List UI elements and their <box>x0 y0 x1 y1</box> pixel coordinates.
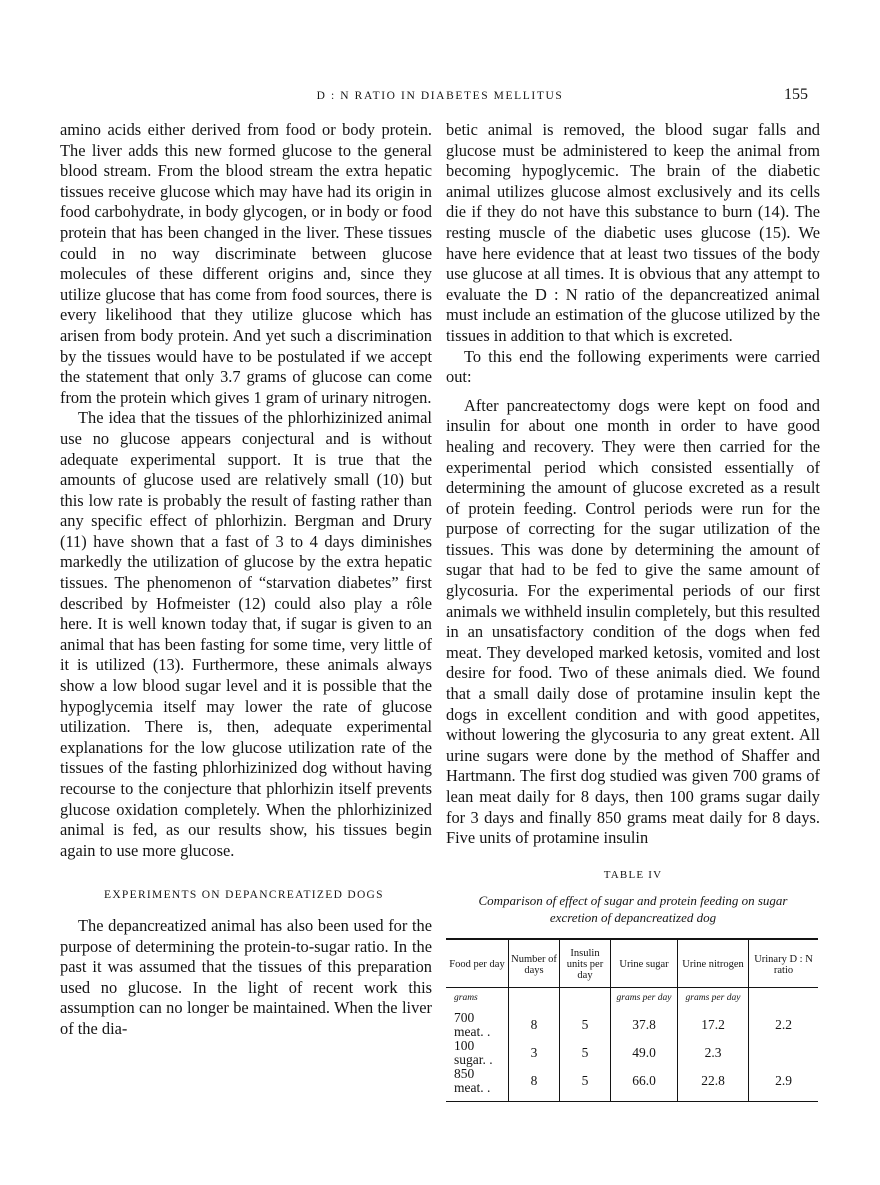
table-cell: 49.0 <box>611 1039 678 1067</box>
table-row <box>446 1067 818 1102</box>
table-caption: Comparison of effect of sugar and protein feeding on sugar excretion of depancreatized dog <box>478 893 788 926</box>
table-header-row <box>446 939 818 988</box>
paragraph: After pancreatectomy dogs were kept on food and insulin for about one month in order to have good healing and recovery. They were then carried for the experimental period which consisted essentially of determining the amount of glucose excreted as a result of protein feeding. Control periods were run for the purpose of correcting for the sugar utilization of the tissues. This was done by determining the amount of sugar that had to be fed to give the same amount of glycosuria. For the experimental periods of our first animals we withheld insulin completely, but this resulted in an unsatisfactory condition of the dogs when fed meat. They developed marked ketosis, vomited and lost desire for food. Two of these animals died. We found that a small daily dose of protamine insulin kept the dogs in excellent condition and with good appetites, without lowering the glycosuria to any great extent. All urine sugars were done by the method of Shaffer and Hartmann. The first dog studied was given 700 grams of lean meat daily for 8 days, then 100 grams sugar daily for 3 days and finally 850 grams meat daily for 8 days. Five units of protamine insulin <box>446 395 820 848</box>
paragraph: To this end the following experiments were carried out: <box>446 346 820 387</box>
unit-cell: grams per day <box>678 988 749 1012</box>
table-cell: 17.2 <box>678 1011 749 1039</box>
table-cell: 22.8 <box>678 1067 749 1102</box>
right-column <box>446 120 820 1102</box>
unit-cell: grams per day <box>611 988 678 1012</box>
table-number: TABLE IV <box>603 868 663 881</box>
column-header: Number of days <box>509 939 560 988</box>
running-title: D : N RATIO IN DIABETES MELLITUS <box>316 90 564 102</box>
table-row <box>446 1039 818 1067</box>
unit-cell <box>509 988 560 1012</box>
table-cell: 66.0 <box>611 1067 678 1102</box>
unit-cell: grams <box>446 988 509 1012</box>
left-column <box>60 120 432 1040</box>
table-cell: 850 meat. . <box>446 1067 509 1102</box>
section-heading: EXPERIMENTS ON DEPANCREATIZED DOGS <box>104 889 384 902</box>
page-number: 155 <box>784 86 808 103</box>
table-cell: 2.3 <box>678 1039 749 1067</box>
column-header: Food per day <box>446 939 509 988</box>
running-head <box>0 86 880 110</box>
table-cell: 5 <box>560 1039 611 1067</box>
table-row <box>446 1011 818 1039</box>
paragraph: The idea that the tissues of the phlorhizinized animal use no glucose appears conjectural and is without adequate experimental support. It is true that the amounts of glucose used are relatively small (10) but this low rate is probably the result of fasting rather than any specific effect of phlorhizin. Bergman and Drury (11) have shown that a fast of 3 to 4 days diminishes markedly the utilization of glucose by the extra hepatic tissues. The phenomenon of “starvation diabetes” first described by Hofmeister (12) could also play a rôle here. It is well known today that, if sugar is given to an animal that has been fasting for some time, very little of it is utilized (13). Furthermore, these animals always show a low blood sugar level and it is possible that the hypoglycemia itself may lower the rate of glucose utilization. There is, then, adequate experimental explanations for the low glucose utilization rate of the tissues of the fasting phlorhizinized dog without having recourse to the conjecture that phlorhizin itself prevents glucose oxidation completely. When the phlorhizinized animal is fed, as our results show, his tissues begin again to use more glucose. <box>60 408 432 860</box>
paragraph: betic animal is removed, the blood sugar falls and glucose must be administered to keep the animal from becoming hypoglycemic. The brain of the diabetic animal utilizes glucose almost exclusively and its cells die if they do not have this substance to burn (14). The resting muscle of the diabetic uses glucose (15). We have here evidence that at least two tissues of the body use glucose at all times. It is obvious that any attempt to evaluate the D : N ratio of the depancreatized animal must include an estimation of the glucose utilized by the tissues in addition to that which is excreted. <box>446 120 820 345</box>
paragraph: The depancreatized animal has also been used for the purpose of determining the protein-to-sugar ratio. In the past it was assumed that the tissues of this preparation used no glucose. In the light of recent work this assumption can no longer be maintained. When the liver of the dia- <box>60 915 432 1038</box>
data-table <box>446 938 818 1102</box>
table-cell: 3 <box>509 1039 560 1067</box>
table-cell: 2.9 <box>775 1073 792 1089</box>
column-header: Urine sugar <box>611 939 678 988</box>
table-cell: 5 <box>560 1067 611 1102</box>
table-cell: 5 <box>560 1011 611 1039</box>
table-cell: 2.2 <box>775 1017 792 1033</box>
column-header: Insulin units per day <box>560 939 611 988</box>
table-cell <box>749 1039 819 1067</box>
table-cell: 100 sugar. . <box>446 1039 509 1067</box>
units-row <box>446 988 818 1012</box>
unit-cell <box>749 988 819 1012</box>
table-cell: 8 <box>509 1067 560 1102</box>
table-cell: 700 meat. . <box>446 1011 509 1039</box>
table-cell: 37.8 <box>611 1011 678 1039</box>
unit-cell <box>560 988 611 1012</box>
table-cell: 8 <box>509 1011 560 1039</box>
column-header: Urinary D : N ratio <box>749 939 819 988</box>
paragraph: amino acids either derived from food or body protein. The liver adds this new formed glucose to the general blood stream. From the blood stream the extra hepatic tissues receive glucose which may have had its origin in food carbohydrate, in body glycogen, or in body or food protein that has been changed in the liver. These tissues could in no way discriminate between glucose molecules of these different origins and, since they utilize glucose that has come from food sources, there is every likelihood that they utilize glucose which has arisen from body protein. And yet such a discrimination by the tissues would have to be postulated if we accept the statement that only 3.7 grams of glucose can come from the protein which gives 1 gram of urinary nitrogen. <box>60 120 432 407</box>
column-header: Urine nitrogen <box>678 939 749 988</box>
